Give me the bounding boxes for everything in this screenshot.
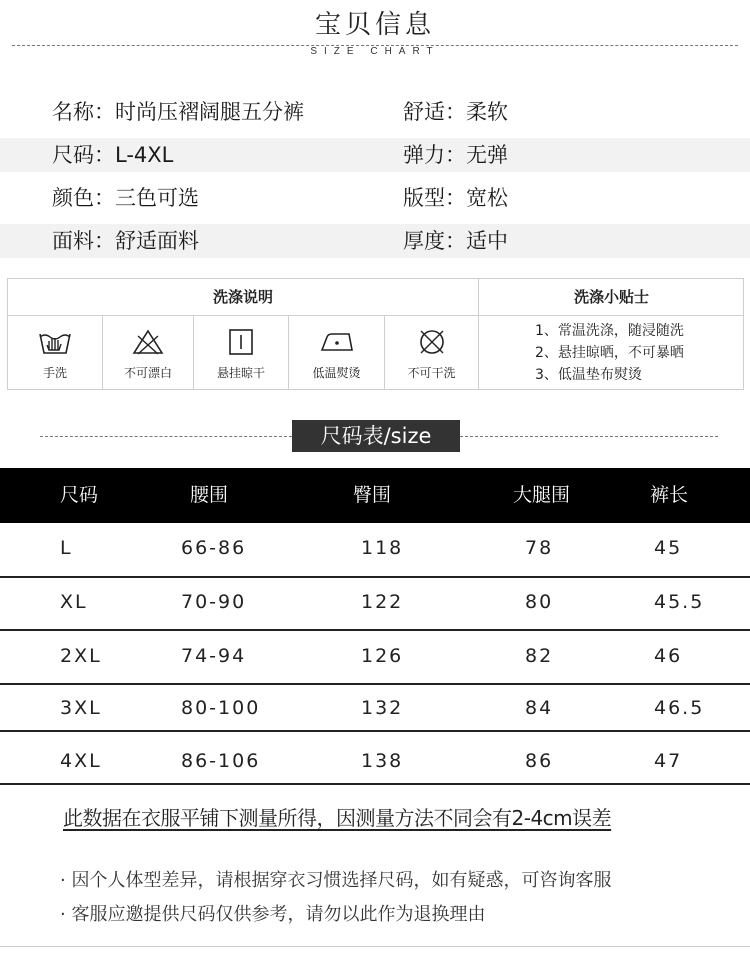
info-row-color: [0, 181, 750, 215]
header-hip: 臀围: [353, 484, 392, 506]
cell-length: 45.5: [654, 591, 705, 613]
footer-divider: [0, 946, 750, 947]
cell-thigh: 78: [525, 537, 554, 559]
table-row: [0, 685, 750, 732]
header-waist: 腰围: [190, 484, 229, 506]
page-title: 宝贝信息: [314, 10, 435, 40]
cell-thigh: 84: [525, 697, 554, 719]
header-length: 裤长: [650, 484, 689, 506]
info-fit-key: 版型：: [403, 186, 466, 210]
low-iron-label: 低温熨烫: [312, 366, 361, 380]
size-table-header: [0, 468, 750, 523]
cell-size: 3XL: [60, 697, 102, 719]
wash-tip: 2、悬挂晾晒，不可暴晒: [535, 345, 684, 361]
care-symbol-low-iron: [289, 316, 385, 390]
cell-hip: 132: [361, 697, 404, 719]
cell-length: 46: [654, 645, 683, 667]
note-item: · 客服应邀提供尺码仅供参考，请勿以此作为退换理由: [60, 904, 486, 925]
note-item: · 因个人体型差异，请根据穿衣习惯选择尺码，如有疑惑，可咨询客服: [60, 870, 612, 891]
table-row: [0, 523, 750, 578]
cell-size: 2XL: [60, 645, 102, 667]
size-divider-left: [40, 436, 292, 437]
table-row: [0, 732, 750, 785]
info-size-value: L-4XL: [115, 143, 174, 167]
info-thickness-value: 适中: [466, 229, 508, 253]
care-symbol-line-dry: [194, 316, 289, 390]
info-comfort-key: 舒适：: [403, 100, 466, 124]
info-elasticity-key: 弹力：: [403, 143, 466, 167]
cell-waist: 86-106: [181, 750, 261, 772]
info-color: [52, 181, 199, 215]
header-thigh: 大腿围: [513, 484, 571, 506]
cell-thigh: 82: [525, 645, 554, 667]
info-row-fabric: [0, 224, 750, 258]
hand-wash-label: 手洗: [42, 366, 67, 380]
line-dry-label: 悬挂晾干: [216, 366, 265, 380]
info-fabric-key: 面料：: [52, 229, 115, 253]
info-elasticity-value: 无弹: [466, 143, 508, 167]
info-comfort: [403, 95, 508, 129]
info-thickness: [403, 224, 508, 258]
cell-hip: 122: [361, 591, 404, 613]
cell-thigh: 80: [525, 591, 554, 613]
page-subtitle: SIZE CHART: [310, 46, 440, 57]
wash-instructions-title: 洗涤说明: [212, 288, 273, 306]
cell-hip: 138: [361, 750, 404, 772]
no-bleach-label: 不可漂白: [123, 366, 172, 380]
wash-tips-title: 洗涤小贴士: [573, 288, 649, 306]
cell-waist: 66-86: [181, 537, 247, 559]
cell-size: 4XL: [60, 750, 102, 772]
table-row: [0, 631, 750, 685]
cell-waist: 74-94: [181, 645, 247, 667]
size-chart-badge: 尺码表/size: [292, 420, 460, 452]
header-size: 尺码: [60, 484, 99, 506]
info-fabric: [52, 224, 199, 258]
size-divider-right: [460, 436, 718, 437]
info-row-size: [0, 138, 750, 172]
cell-thigh: 86: [525, 750, 554, 772]
care-symbol-no-dry-clean: [385, 316, 478, 390]
info-name-value: 时尚压褶阔腿五分裤: [115, 100, 304, 124]
info-row-name: [0, 95, 750, 129]
no-dry-clean-label: 不可干洗: [407, 366, 456, 380]
care-symbol-hand-wash: [8, 316, 103, 390]
measurement-note: 此数据在衣服平铺下测量所得，因测量方法不同会有2-4cm误差: [63, 806, 612, 830]
info-fabric-value: 舒适面料: [115, 229, 199, 253]
info-thickness-key: 厚度：: [403, 229, 466, 253]
cell-length: 46.5: [654, 697, 705, 719]
wash-tip: 1、常温洗涤，随浸随洗: [535, 323, 684, 339]
info-fit-value: 宽松: [466, 186, 508, 210]
care-box: [7, 278, 744, 390]
care-symbol-no-bleach: [103, 316, 194, 390]
cell-waist: 80-100: [181, 697, 261, 719]
cell-size: L: [60, 537, 73, 559]
info-color-key: 颜色：: [52, 186, 115, 210]
info-size: [52, 138, 173, 172]
cell-length: 45: [654, 537, 683, 559]
wash-tip: 3、低温垫布熨烫: [535, 367, 642, 383]
cell-size: XL: [60, 591, 88, 613]
cell-hip: 118: [361, 537, 404, 559]
info-elasticity: [403, 138, 508, 172]
table-row: [0, 578, 750, 631]
info-fit: [403, 181, 508, 215]
info-name: [52, 95, 304, 129]
cell-length: 47: [654, 750, 683, 772]
wash-tips-list: [479, 316, 744, 390]
info-name-key: 名称：: [52, 100, 115, 124]
info-comfort-value: 柔软: [466, 100, 508, 124]
cell-hip: 126: [361, 645, 404, 667]
info-size-key: 尺码：: [52, 143, 115, 167]
cell-waist: 70-90: [181, 591, 247, 613]
info-color-value: 三色可选: [115, 186, 199, 210]
